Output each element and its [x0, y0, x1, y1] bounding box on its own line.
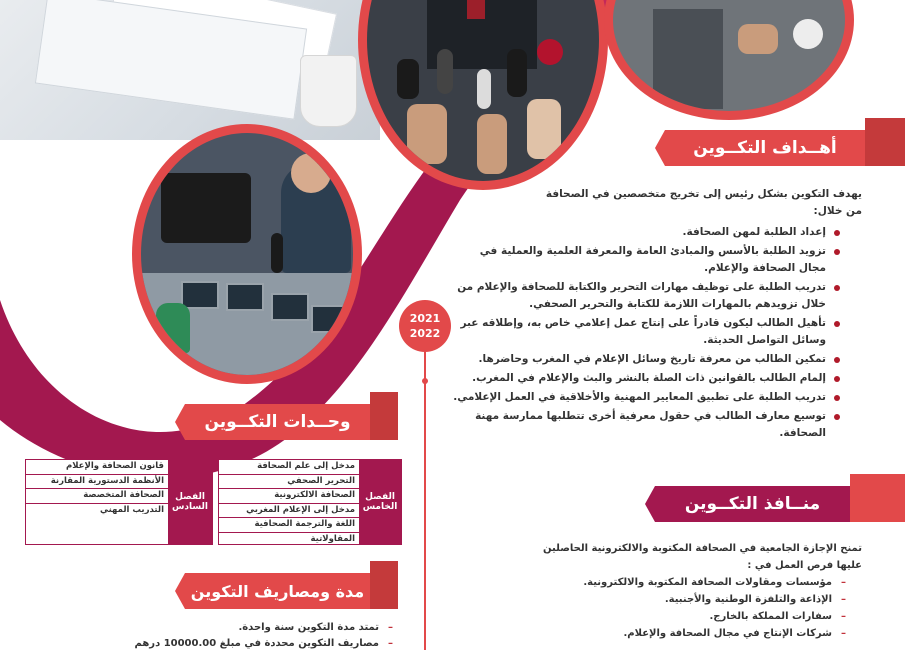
heading-tab	[370, 561, 398, 609]
objectives-title: أهــداف التكــوين	[693, 138, 837, 158]
semester5-box	[218, 459, 402, 545]
microphone	[537, 39, 563, 65]
list-item: – شركات الإنتاج في مجال الصحافة والإعلام.	[450, 625, 848, 642]
list-item: إلمام الطالب بالقوانين ذات الصلة بالنشر والبث والإعلام في المغرب.	[452, 370, 844, 387]
microphone	[477, 69, 491, 109]
semester6-modules	[26, 460, 168, 544]
objectives-section	[450, 186, 862, 444]
duration-list	[110, 620, 395, 652]
modules-heading	[185, 404, 370, 440]
timeline-dot	[422, 378, 428, 384]
monitor	[271, 293, 309, 321]
hand	[407, 104, 447, 164]
heading-tab	[850, 474, 905, 522]
module-item: اللغة والترجمة الصحافية	[219, 518, 359, 533]
hand	[738, 24, 778, 54]
monitor	[311, 305, 345, 333]
objectives-heading	[665, 130, 865, 166]
careers-title: منــافذ التكــوين	[684, 494, 821, 514]
module-item: الصحافة الالكترونية	[219, 489, 359, 504]
cup	[793, 19, 823, 49]
heading-arrow	[655, 130, 665, 166]
monitor	[181, 281, 219, 309]
list-item: – مؤسسات ومقاولات الصحافة المكتوبة والالكترونية.	[450, 574, 848, 591]
list-item: – تمتد مدة التكوين سنة واحدة.	[110, 620, 395, 636]
person	[653, 9, 723, 109]
heading-tab	[370, 392, 398, 440]
microphone	[437, 49, 453, 94]
list-item: – سفارات المملكة بالخارج.	[450, 608, 848, 625]
face	[291, 153, 331, 193]
semester6-label: الفصل السادس	[168, 460, 212, 544]
list-item: توسيع معارف الطالب في حقول معرفية أخرى تتطلبها ممارسة مهنة الصحافة.	[452, 408, 844, 442]
video-camera	[161, 173, 251, 243]
microphone	[271, 233, 283, 273]
list-item: تزويد الطلبة بالأسس والمبادئ العامة والمعرفة العلمية والعملية في مجال الصحافة والإعلام.	[452, 243, 844, 277]
semester6-box	[25, 459, 213, 545]
semester5-label: الفصل الخامس	[359, 460, 401, 544]
module-item: مدخل إلى الإعلام المغربي	[219, 504, 359, 519]
year-end: 2022	[409, 327, 441, 340]
hand	[527, 99, 561, 159]
module-item: قانون الصحافة والإعلام	[26, 460, 168, 475]
academic-year-badge	[399, 300, 451, 352]
module-item: مدخل إلى علم الصحافة	[219, 460, 359, 475]
microphone	[507, 49, 527, 97]
module-item: المقاولاتية	[310, 533, 355, 544]
list-item: تأهيل الطالب ليكون قادراً على إنتاج عمل إعلامي خاص به، وإطلاقه عبر وسائل التواصل الحديثة.	[452, 315, 844, 349]
list-item: تدريب الطلبة على تطبيق المعايير المهنية والأخلاقية في العمل الإعلامي.	[452, 389, 844, 406]
heading-arrow	[175, 573, 185, 609]
list-item: تدريب الطلبة على توظيف مهارات التحرير والكتابة للصحافة والإعلام من خلال تزويدهم بالمهارات اللازمة للكتابة والتحرير الصحفي.	[452, 279, 844, 313]
duration-title: مدة ومصاريف التكوين	[190, 581, 365, 601]
module-item: التحرير الصحفي	[219, 475, 359, 490]
tie	[467, 0, 485, 19]
microphone	[397, 59, 419, 99]
duration-section	[110, 620, 395, 652]
module-item: التدريب المهني	[99, 504, 164, 515]
newsroom-photo	[132, 124, 362, 384]
module-item: الصحافة المتخصصة	[26, 489, 168, 504]
hand	[477, 114, 507, 174]
list-item: إعداد الطلبة لمهن الصحافة.	[452, 224, 844, 241]
careers-section	[450, 540, 862, 642]
list-item: تمكين الطالب من معرفة تاريخ وسائل الإعلام في المغرب وحاضرها.	[452, 351, 844, 368]
timeline-line	[424, 352, 426, 650]
list-item: – مصاريف التكوين محددة في مبلغ 10000.00 درهم	[110, 636, 395, 652]
careers-heading	[655, 486, 850, 522]
duration-heading	[185, 573, 370, 609]
heading-arrow	[175, 404, 185, 440]
list-item: – الإذاعة والتلفزة الوطنية والأجنبية.	[450, 591, 848, 608]
year-start: 2021	[409, 312, 441, 325]
objectives-intro: يهدف التكوين بشكل رئيس إلى تخريج متخصصين في الصحافة	[545, 188, 862, 200]
heading-tab	[865, 118, 905, 166]
objectives-intro-2: من خلال:	[813, 205, 862, 217]
monitor	[226, 283, 264, 311]
careers-list	[450, 574, 848, 642]
student	[156, 303, 190, 353]
modules-title: وحــدات التكــوين	[204, 412, 351, 432]
objectives-list	[452, 224, 844, 442]
careers-intro: تمنح الإجازة الجامعية في الصحافة المكتوبة والالكترونية الحاصلين	[543, 543, 862, 554]
module-item: الأنظمة الدستورية المقارنة	[26, 475, 168, 490]
careers-intro-2: عليها فرص العمل في :	[747, 560, 862, 571]
semester5-modules	[219, 460, 359, 544]
heading-arrow	[645, 486, 655, 522]
